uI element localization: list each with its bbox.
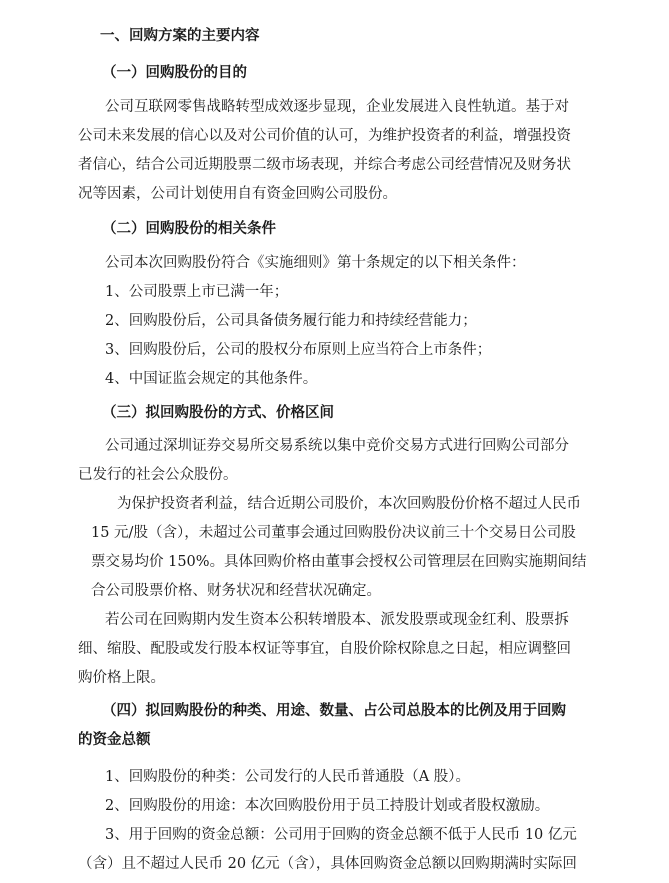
section-2-item: 2、回购股份后，公司具备债务履行能力和持续经营能力；: [105, 313, 477, 329]
section-1-title: （一）回购股份的目的: [102, 65, 247, 81]
section-3-para2-line: 15 元/股（含），未超过公司董事会通过回购股份决议前三十个交易日公司股: [91, 525, 576, 541]
section-3-para3-line: 细、缩股、配股或发行股本权证等事宜，自股价除权除息之日起，相应调整回: [78, 641, 571, 657]
section-3-para1-line: 已发行的社会公众股份。: [78, 467, 238, 483]
section-2-item: 3、回购股份后，公司的股权分布原则上应当符合上市条件；: [105, 342, 492, 358]
section-3-para3-line: 若公司在回购期内发生资本公积转增股本、派发股票或现金红利、股票拆: [105, 612, 569, 628]
section-4-item: 3、用于回购的资金总额：公司用于回购的资金总额不低于人民币 10 亿元: [105, 827, 577, 843]
section-1-line: 公司互联网零售战略转型成效逐步显现，企业发展进入良性轨道。基于对: [105, 99, 569, 115]
section-1-line: 况等因素，公司计划使用自有资金回购公司股份。: [78, 186, 397, 202]
section-2-item: 1、公司股票上市已满一年；: [105, 284, 289, 300]
section-3-para3-line: 购价格上限。: [78, 670, 165, 686]
section-2-item: 4、中国证监会规定的其他条件。: [105, 371, 318, 387]
section-3-para2-line: 合公司股票价格、财务状况和经营状况确定。: [91, 583, 381, 599]
section-3-para2-line: 票交易均价 150%。具体回购价格由董事会授权公司管理层在回购实施期间结: [91, 554, 587, 570]
section-4-item: 2、回购股份的用途：本次回购股份用于员工持股计划或者股权激励。: [105, 798, 550, 814]
section-1-line: 公司未来发展的信心以及对公司价值的认可，为维护投资者的利益，增强投资: [78, 128, 571, 144]
section-3-para2-line: 为保护投资者利益，结合近期公司股价，本次回购股份价格不超过人民币: [117, 496, 581, 512]
section-3-para1-line: 公司通过深圳证券交易所交易系统以集中竞价交易方式进行回购公司部分: [105, 438, 569, 454]
section-4-item: 1、回购股份的种类：公司发行的人民币普通股（A 股）。: [105, 769, 471, 785]
heading-main: 一、回购方案的主要内容: [100, 28, 260, 44]
section-2-intro: 公司本次回购股份符合《实施细则》第十条规定的以下相关条件：: [105, 255, 526, 271]
section-4-item-continuation: （含）且不超过人民币 20 亿元（含），具体回购资金总额以回购期满时实际回: [78, 856, 577, 872]
section-4-title-line2: 的资金总额: [78, 732, 151, 748]
section-2-title: （二）回购股份的相关条件: [102, 221, 276, 237]
section-3-title: （三）拟回购股份的方式、价格区间: [102, 405, 334, 421]
section-1-line: 者信心，结合公司近期股票二级市场表现，并综合考虑公司经营情况及财务状: [78, 157, 571, 173]
section-4-title-line1: （四）拟回购股份的种类、用途、数量、占公司总股本的比例及用于回购: [102, 703, 566, 719]
